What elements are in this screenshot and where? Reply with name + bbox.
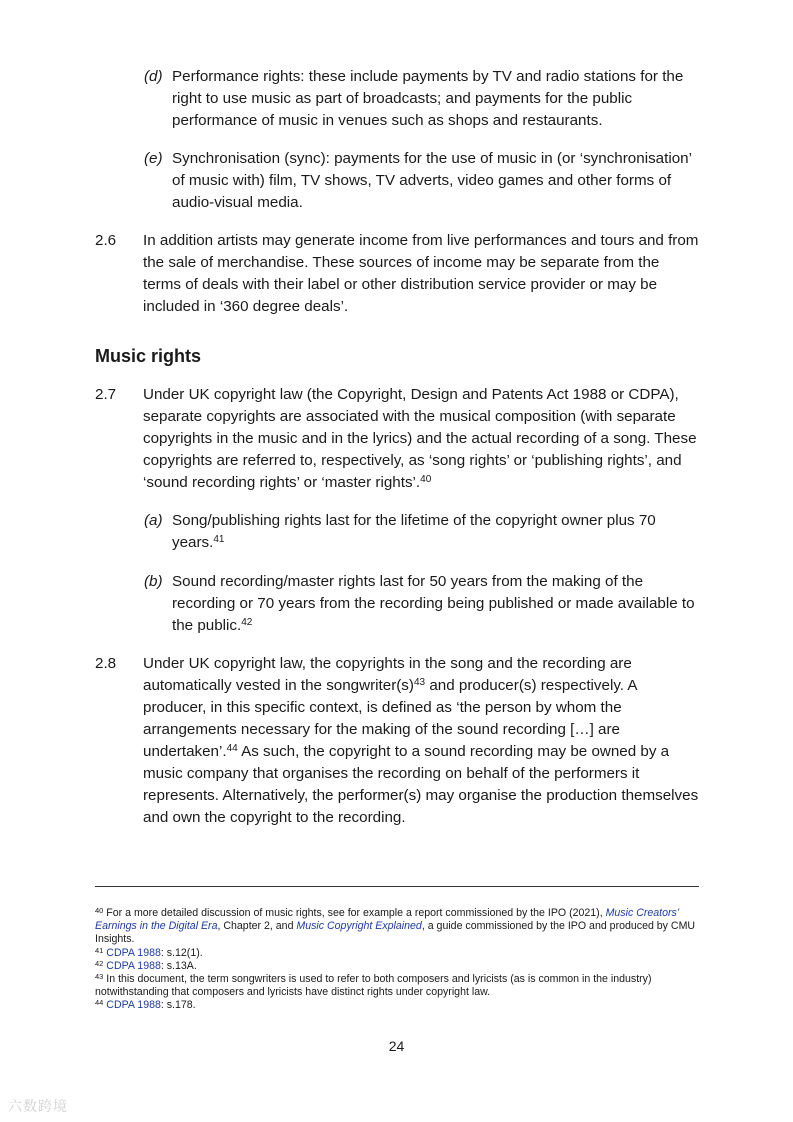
footnote-text: : s.12(1). (160, 946, 203, 959)
guide-link[interactable]: Music Copyright Explained (296, 920, 422, 933)
footnote-text: In this document, the term songwriters is used to refer to both composers and lyricists (as is common in the industry) notwithstanding that composers and lyricists have distinct rights under copyright law. (95, 973, 652, 999)
footnote-ref-42[interactable]: 42 (241, 617, 253, 628)
footnote-number: 43 (95, 972, 104, 982)
footnote-ref-44[interactable]: 44 (226, 743, 238, 754)
footnote-44 (95, 999, 700, 1012)
list-marker-b: (b) (144, 573, 163, 590)
footnote-42 (95, 960, 700, 973)
paragraph-text (143, 653, 700, 829)
list-item-e (144, 148, 700, 214)
footnote-40 (95, 907, 700, 947)
list-item-d (144, 66, 700, 132)
list-item-a-content (172, 510, 700, 554)
footnote-text: , a guide commissioned by the IPO and produced by CMU Insights. (95, 920, 696, 946)
paragraph-number: 2.8 (95, 655, 117, 672)
paragraph-2-8-text-1: Under UK copyright law, the copyrights in the song and the recording are automatically vested in the songwriter(s) (143, 655, 632, 694)
footnote-43 (95, 973, 700, 999)
footnote-text: , Chapter 2, and (217, 920, 297, 933)
footnote-text: : s.178. (160, 999, 196, 1012)
section-heading: Music rights (95, 346, 202, 366)
footnote-ref-43[interactable]: 43 (413, 677, 426, 688)
watermark-text: 六数跨境 (8, 1098, 68, 1114)
list-item-e-text: Synchronisation (sync): payments for the use of music in (or ‘synchronisation’ of music with) film, TV shows, TV adverts, video games and other forms of audio-visual media. (172, 150, 692, 211)
cdpa-link[interactable]: CDPA 1988 (106, 959, 161, 972)
footnote-number: 41 (95, 945, 104, 955)
footnote-number: 44 (95, 998, 104, 1008)
paragraph-number: 2.6 (95, 232, 117, 249)
footnote-ref-40[interactable]: 40 (420, 474, 432, 485)
list-marker-d: (d) (144, 68, 163, 85)
paragraph-2-7 (95, 384, 700, 494)
paragraph-2-7-text: Under UK copyright law (the Copyright, Design and Patents Act 1988 or CDPA), separate copyrights are associated with the musical composition (with separate copyrights in the music and in the lyrics) and the actual recording of a song. These copyrights are referred to, respectively, as ‘song rights’ or ‘publishing rights’, and ‘sound recording rights’ or ‘master rights’. (143, 386, 697, 491)
watermark (8, 1096, 68, 1116)
footnote-separator (95, 886, 699, 887)
list-item-d-text: Performance rights: these include payments by TV and radio stations for the right to use music as part of broadcasts; and payments for the public performance of music in venues such as shops and restaurants. (172, 68, 684, 129)
list-item-a (144, 510, 700, 554)
paragraph-number: 2.7 (95, 386, 117, 403)
page-number: 24 (388, 1038, 405, 1054)
list-marker-a: (a) (144, 512, 163, 529)
report-link[interactable]: Music Creators’ Earnings in the Digital Era (95, 907, 679, 933)
paragraph-text (143, 384, 700, 494)
list-item-b (144, 571, 700, 637)
list-item-b-text: Sound recording/master rights last for 50 years from the making of the recording or 70 years from the recording being published or made available to the public. (172, 573, 695, 634)
list-item-b-content (172, 571, 700, 637)
footnote-41 (95, 947, 700, 960)
footnote-text: For a more detailed discussion of music rights, see for example a report commissioned by the IPO (2021), (103, 907, 606, 919)
paragraph-2-8-text-2: and producer(s) respectively. A producer, in this specific context, is defined as ‘the person by whom the arrangements necessary for the making of the sound recording […] are undertaken’. (143, 677, 637, 760)
cdpa-link[interactable]: CDPA 1988 (106, 946, 161, 959)
list-marker-e: (e) (144, 150, 163, 167)
paragraph-2-8-text-3: As such, the copyright to a sound recording may be owned by a music company that organises the recording on behalf of the performers it represents. Alternatively, the performer(s) may organise the production themselves and own the copyright to the recording. (143, 743, 699, 826)
footnote-ref-41[interactable]: 41 (213, 534, 225, 545)
footnotes (95, 907, 700, 1013)
footnote-text: : s.13A. (160, 959, 197, 972)
cdpa-link[interactable]: CDPA 1988 (106, 999, 161, 1012)
footnote-number: 42 (95, 958, 104, 968)
list-item-a-text: Song/publishing rights last for the lifetime of the copyright owner plus 70 years. (172, 512, 656, 551)
paragraph-text: In addition artists may generate income from live performances and tours and from the sale of merchandise. These sources of income may be separate from the terms of deals with their label or other distribution service provider or may be included in ‘360 degree deals’. (143, 232, 699, 315)
paragraph-2-8 (95, 653, 700, 829)
paragraph-2-6 (95, 230, 700, 318)
footnote-number: 40 (95, 906, 104, 915)
